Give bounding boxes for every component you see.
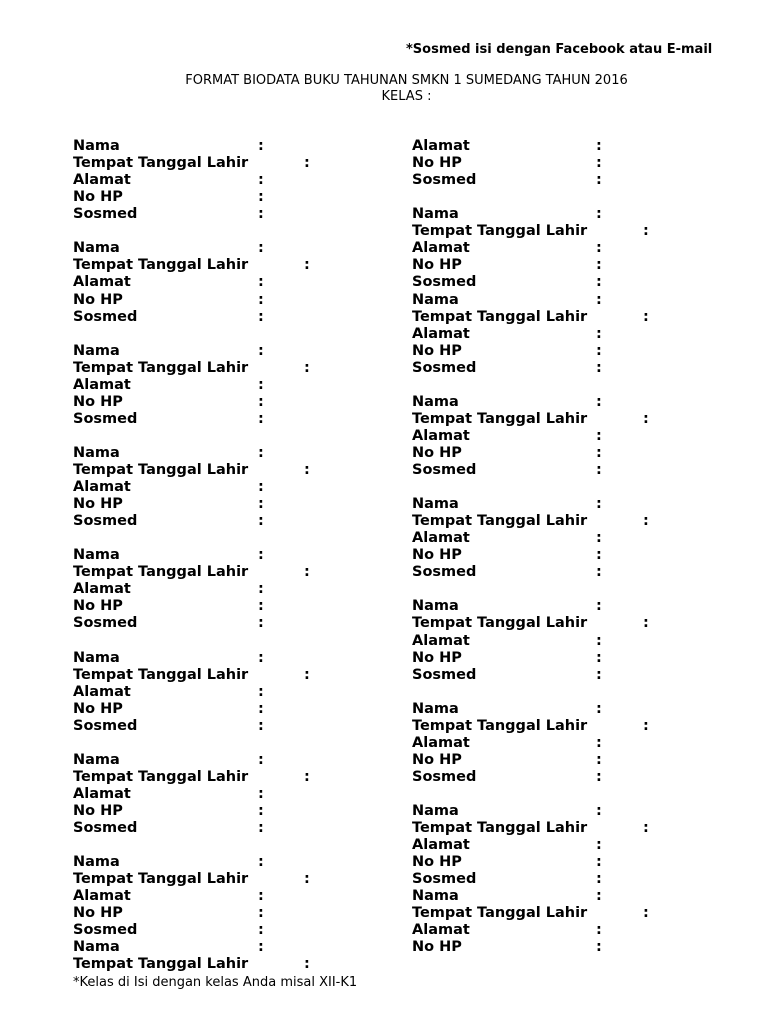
- field-colon: :: [258, 785, 264, 802]
- field-colon: :: [596, 632, 602, 649]
- field-colon: :: [596, 649, 602, 666]
- field-label: Sosmed: [412, 666, 477, 683]
- field-colon: :: [258, 581, 264, 598]
- field-colon: :: [258, 683, 264, 700]
- field-row-right-nama: [412, 803, 602, 820]
- field-colon: :: [258, 189, 264, 206]
- field-row-right-sosmed: [412, 666, 602, 684]
- field-label: Tempat Tanggal Lahir: [412, 308, 588, 325]
- field-row-left-nohp: [73, 905, 264, 922]
- field-row-left-nohp: [73, 393, 264, 411]
- field-label: No HP: [412, 155, 462, 172]
- field-row-left-nohp: [73, 189, 264, 206]
- field-label: Alamat: [412, 632, 470, 649]
- field-row-right-alamat: [412, 922, 602, 939]
- field-label: Tempat Tanggal Lahir: [412, 905, 588, 922]
- field-row-left-ttl: [73, 871, 310, 888]
- field-label: Sosmed: [73, 308, 138, 325]
- field-label: Nama: [412, 888, 459, 905]
- field-colon: :: [258, 342, 264, 359]
- sosmed-note: *Sosmed isi dengan Facebook atau E-mail: [406, 42, 713, 57]
- field-label: Nama: [73, 751, 120, 768]
- field-label: No HP: [73, 189, 123, 206]
- field-row-right-alamat: [412, 530, 602, 547]
- field-label: Sosmed: [412, 172, 477, 189]
- field-row-left-ttl: [73, 564, 310, 581]
- field-label: Tempat Tanggal Lahir: [73, 359, 249, 376]
- field-label: Alamat: [412, 734, 470, 751]
- field-row-right-nohp: [412, 257, 602, 274]
- field-row-left-nama: [73, 854, 264, 871]
- field-row-right-ttl: [412, 410, 649, 428]
- field-colon: :: [258, 615, 264, 632]
- field-label: Alamat: [412, 530, 470, 547]
- field-colon: :: [258, 172, 264, 189]
- field-colon: :: [258, 410, 264, 427]
- field-label: Nama: [412, 803, 459, 819]
- field-row-right-nama: [412, 598, 602, 615]
- field-colon: :: [596, 393, 602, 410]
- field-colon: :: [596, 530, 602, 547]
- field-row-right-nohp: [412, 939, 602, 956]
- field-label: Tempat Tanggal Lahir: [73, 564, 249, 581]
- field-label: Alamat: [412, 427, 470, 444]
- field-label: Alamat: [412, 922, 470, 939]
- field-row-right-ttl: [412, 513, 649, 530]
- field-label: Alamat: [73, 172, 131, 189]
- field-colon: :: [596, 768, 602, 785]
- field-row-left-alamat: [73, 479, 264, 496]
- field-colon: :: [596, 444, 602, 461]
- field-colon: :: [258, 138, 264, 154]
- field-row-left-alamat: [73, 172, 264, 189]
- field-row-left-nohp: [73, 291, 264, 309]
- field-row-right-sosmed: [412, 564, 602, 581]
- field-colon: :: [258, 376, 264, 393]
- field-colon: :: [596, 598, 602, 615]
- field-label: No HP: [412, 649, 462, 666]
- field-row-left-nama: [73, 547, 264, 564]
- field-label: Tempat Tanggal Lahir: [412, 615, 588, 632]
- field-row-left-sosmed: [73, 513, 264, 530]
- field-colon: :: [596, 939, 602, 956]
- field-colon: :: [596, 803, 602, 819]
- field-colon: :: [596, 325, 602, 342]
- field-label: Tempat Tanggal Lahir: [412, 410, 588, 427]
- field-row-right-nohp: [412, 854, 602, 871]
- field-row-left-ttl: [73, 461, 310, 479]
- field-row-left-nama: [73, 751, 264, 769]
- field-label: Sosmed: [412, 871, 477, 888]
- field-colon: :: [596, 291, 602, 308]
- field-row-right-nohp: [412, 649, 602, 667]
- field-colon: :: [304, 871, 310, 888]
- field-row-right-nohp: [412, 547, 602, 564]
- field-label: Sosmed: [412, 461, 477, 478]
- field-row-right-alamat: [412, 837, 602, 854]
- field-label: No HP: [73, 700, 123, 717]
- class-note: *Kelas di Isi dengan kelas Anda misal XII-K1: [73, 975, 358, 990]
- field-row-right-nohp: [412, 444, 602, 462]
- field-colon: :: [596, 888, 602, 905]
- field-label: Alamat: [412, 138, 470, 154]
- field-label: No HP: [73, 496, 123, 513]
- field-colon: :: [596, 547, 602, 564]
- field-row-right-ttl: [412, 615, 649, 632]
- field-row-left-ttl: [73, 359, 310, 377]
- field-row-left-sosmed: [73, 717, 264, 735]
- field-colon: :: [596, 138, 602, 154]
- field-colon: :: [258, 888, 264, 905]
- field-label: No HP: [412, 257, 462, 274]
- field-label: Sosmed: [73, 922, 138, 939]
- field-colon: :: [258, 240, 264, 257]
- field-colon: :: [596, 666, 602, 683]
- field-row-left-nohp: [73, 803, 264, 820]
- field-label: Nama: [412, 291, 459, 308]
- field-label: Sosmed: [73, 820, 138, 836]
- field-label: Nama: [412, 393, 459, 410]
- field-row-left-alamat: [73, 274, 264, 291]
- field-row-right-alamat: [412, 734, 602, 752]
- field-label: Nama: [73, 547, 120, 564]
- field-label: Sosmed: [412, 768, 477, 785]
- field-label: Sosmed: [412, 564, 477, 581]
- field-row-left-alamat: [73, 683, 264, 701]
- field-label: Sosmed: [73, 206, 138, 223]
- field-row-right-sosmed: [412, 871, 602, 888]
- field-label: No HP: [73, 291, 123, 308]
- field-label: No HP: [412, 342, 462, 359]
- field-label: Tempat Tanggal Lahir: [73, 666, 249, 683]
- field-label: Tempat Tanggal Lahir: [73, 871, 249, 888]
- field-colon: :: [596, 700, 602, 717]
- field-label: Tempat Tanggal Lahir: [73, 155, 249, 172]
- field-row-right-nama: [412, 393, 602, 411]
- field-row-left-alamat: [73, 581, 264, 598]
- field-label: Sosmed: [412, 274, 477, 291]
- field-colon: :: [643, 615, 649, 632]
- field-colon: :: [596, 342, 602, 359]
- field-label: Alamat: [73, 683, 131, 700]
- field-colon: :: [258, 905, 264, 922]
- field-row-left-alamat: [73, 888, 264, 905]
- field-label: Nama: [73, 138, 120, 154]
- field-label: Alamat: [73, 376, 131, 393]
- field-row-left-sosmed: [73, 206, 264, 223]
- field-label: Nama: [73, 444, 120, 461]
- field-colon: :: [258, 751, 264, 768]
- field-row-left-sosmed: [73, 922, 264, 939]
- field-label: No HP: [73, 598, 123, 615]
- field-colon: :: [258, 803, 264, 819]
- field-label: No HP: [73, 905, 123, 922]
- field-label: Sosmed: [73, 410, 138, 427]
- field-label: Alamat: [412, 837, 470, 854]
- field-row-right-alamat: [412, 138, 602, 155]
- field-colon: :: [596, 854, 602, 871]
- class-heading: KELAS :: [381, 89, 432, 104]
- field-row-right-sosmed: [412, 768, 602, 786]
- field-label: Sosmed: [73, 513, 138, 530]
- field-colon: :: [258, 513, 264, 530]
- field-colon: :: [258, 649, 264, 666]
- field-colon: :: [304, 666, 310, 683]
- field-row-right-sosmed: [412, 359, 602, 377]
- field-colon: :: [258, 820, 264, 836]
- field-colon: :: [596, 274, 602, 291]
- field-row-right-alamat: [412, 427, 602, 445]
- field-label: Sosmed: [412, 359, 477, 376]
- field-row-right-alamat: [412, 632, 602, 650]
- field-row-left-sosmed: [73, 820, 264, 837]
- field-row-left-nama: [73, 444, 264, 462]
- field-label: Nama: [73, 240, 120, 257]
- field-label: Tempat Tanggal Lahir: [412, 820, 588, 836]
- field-label: Nama: [412, 206, 459, 223]
- field-colon: :: [258, 308, 264, 325]
- field-row-left-sosmed: [73, 410, 264, 428]
- field-row-right-ttl: [412, 905, 649, 922]
- field-row-right-alamat: [412, 325, 602, 343]
- field-row-right-ttl: [412, 223, 649, 240]
- field-colon: :: [596, 206, 602, 223]
- field-colon: :: [304, 564, 310, 581]
- field-label: Tempat Tanggal Lahir: [412, 223, 588, 240]
- field-row-right-nama: [412, 206, 602, 223]
- field-label: Nama: [412, 700, 459, 717]
- field-colon: :: [258, 598, 264, 615]
- field-row-left-sosmed: [73, 615, 264, 632]
- field-colon: :: [258, 274, 264, 291]
- field-row-left-alamat: [73, 785, 264, 803]
- field-row-right-nama: [412, 700, 602, 718]
- field-colon: :: [304, 768, 310, 785]
- field-colon: :: [304, 257, 310, 274]
- field-row-left-ttl: [73, 257, 310, 274]
- field-label: Tempat Tanggal Lahir: [412, 717, 588, 734]
- field-colon: :: [596, 564, 602, 581]
- field-row-right-nohp: [412, 751, 602, 769]
- field-label: Alamat: [73, 274, 131, 291]
- field-row-left-ttl: [73, 768, 310, 786]
- field-row-left-ttl: [73, 155, 310, 172]
- field-row-left-nama: [73, 138, 264, 155]
- field-colon: :: [596, 922, 602, 939]
- field-label: Alamat: [73, 785, 131, 802]
- field-row-right-nama: [412, 496, 602, 513]
- field-row-right-sosmed: [412, 172, 602, 189]
- field-row-left-nama: [73, 649, 264, 667]
- field-row-right-sosmed: [412, 461, 602, 479]
- field-label: Tempat Tanggal Lahir: [73, 956, 249, 973]
- field-colon: :: [596, 461, 602, 478]
- field-colon: :: [304, 956, 310, 973]
- field-label: Nama: [73, 649, 120, 666]
- field-colon: :: [596, 240, 602, 257]
- field-colon: :: [258, 939, 264, 956]
- field-colon: :: [258, 547, 264, 564]
- field-label: Alamat: [73, 888, 131, 905]
- field-label: Sosmed: [73, 717, 138, 734]
- field-label: No HP: [412, 939, 462, 956]
- field-label: Tempat Tanggal Lahir: [73, 461, 249, 478]
- field-row-right-ttl: [412, 717, 649, 735]
- field-colon: :: [596, 257, 602, 274]
- field-label: No HP: [412, 547, 462, 564]
- field-row-left-alamat: [73, 376, 264, 394]
- field-colon: :: [304, 461, 310, 478]
- field-label: No HP: [73, 393, 123, 410]
- field-label: Alamat: [73, 479, 131, 495]
- field-label: Alamat: [412, 240, 470, 257]
- field-colon: :: [304, 155, 310, 172]
- field-colon: :: [258, 700, 264, 717]
- field-label: Nama: [73, 854, 120, 871]
- field-label: Tempat Tanggal Lahir: [412, 513, 588, 530]
- field-colon: :: [643, 410, 649, 427]
- field-row-right-sosmed: [412, 274, 602, 291]
- field-row-right-ttl: [412, 820, 649, 837]
- field-colon: :: [258, 717, 264, 734]
- field-colon: :: [258, 206, 264, 223]
- field-row-right-nohp: [412, 155, 602, 172]
- field-row-left-nama: [73, 939, 264, 956]
- field-label: Nama: [73, 939, 120, 956]
- field-colon: :: [643, 717, 649, 734]
- field-colon: :: [258, 393, 264, 410]
- field-label: Nama: [73, 342, 120, 359]
- field-colon: :: [258, 479, 264, 495]
- field-row-left-nama: [73, 342, 264, 360]
- field-colon: :: [258, 444, 264, 461]
- field-label: Tempat Tanggal Lahir: [73, 768, 249, 785]
- field-row-left-nama: [73, 240, 264, 257]
- field-colon: :: [643, 820, 649, 836]
- field-label: Nama: [412, 598, 459, 615]
- field-row-right-nama: [412, 291, 602, 309]
- field-row-left-ttl: [73, 956, 310, 973]
- field-row-left-nohp: [73, 700, 264, 718]
- field-label: No HP: [412, 444, 462, 461]
- field-row-right-nohp: [412, 342, 602, 360]
- field-row-right-nama: [412, 888, 602, 905]
- field-row-left-sosmed: [73, 308, 264, 326]
- field-colon: :: [304, 359, 310, 376]
- field-row-left-ttl: [73, 666, 310, 684]
- field-colon: :: [596, 172, 602, 189]
- field-colon: :: [596, 837, 602, 854]
- field-colon: :: [596, 359, 602, 376]
- field-colon: :: [258, 496, 264, 513]
- field-colon: :: [643, 513, 649, 530]
- field-colon: :: [596, 427, 602, 444]
- field-label: No HP: [73, 803, 123, 819]
- field-row-right-ttl: [412, 308, 649, 326]
- field-colon: :: [258, 922, 264, 939]
- field-colon: :: [596, 871, 602, 888]
- field-label: Sosmed: [73, 615, 138, 632]
- form-title: FORMAT BIODATA BUKU TAHUNAN SMKN 1 SUMEDANG TAHUN 2016: [185, 73, 628, 88]
- field-colon: :: [596, 496, 602, 513]
- field-label: Alamat: [412, 325, 470, 342]
- field-row-left-nohp: [73, 496, 264, 513]
- field-label: Nama: [412, 496, 459, 513]
- field-row-right-alamat: [412, 240, 602, 257]
- field-row-left-nohp: [73, 598, 264, 615]
- field-colon: :: [596, 155, 602, 172]
- field-colon: :: [643, 223, 649, 240]
- field-colon: :: [258, 854, 264, 871]
- field-colon: :: [258, 291, 264, 308]
- field-colon: :: [643, 308, 649, 325]
- field-label: No HP: [412, 751, 462, 768]
- field-label: Tempat Tanggal Lahir: [73, 257, 249, 274]
- field-label: Alamat: [73, 581, 131, 598]
- field-colon: :: [596, 734, 602, 751]
- field-colon: :: [596, 751, 602, 768]
- field-colon: :: [643, 905, 649, 922]
- field-label: No HP: [412, 854, 462, 871]
